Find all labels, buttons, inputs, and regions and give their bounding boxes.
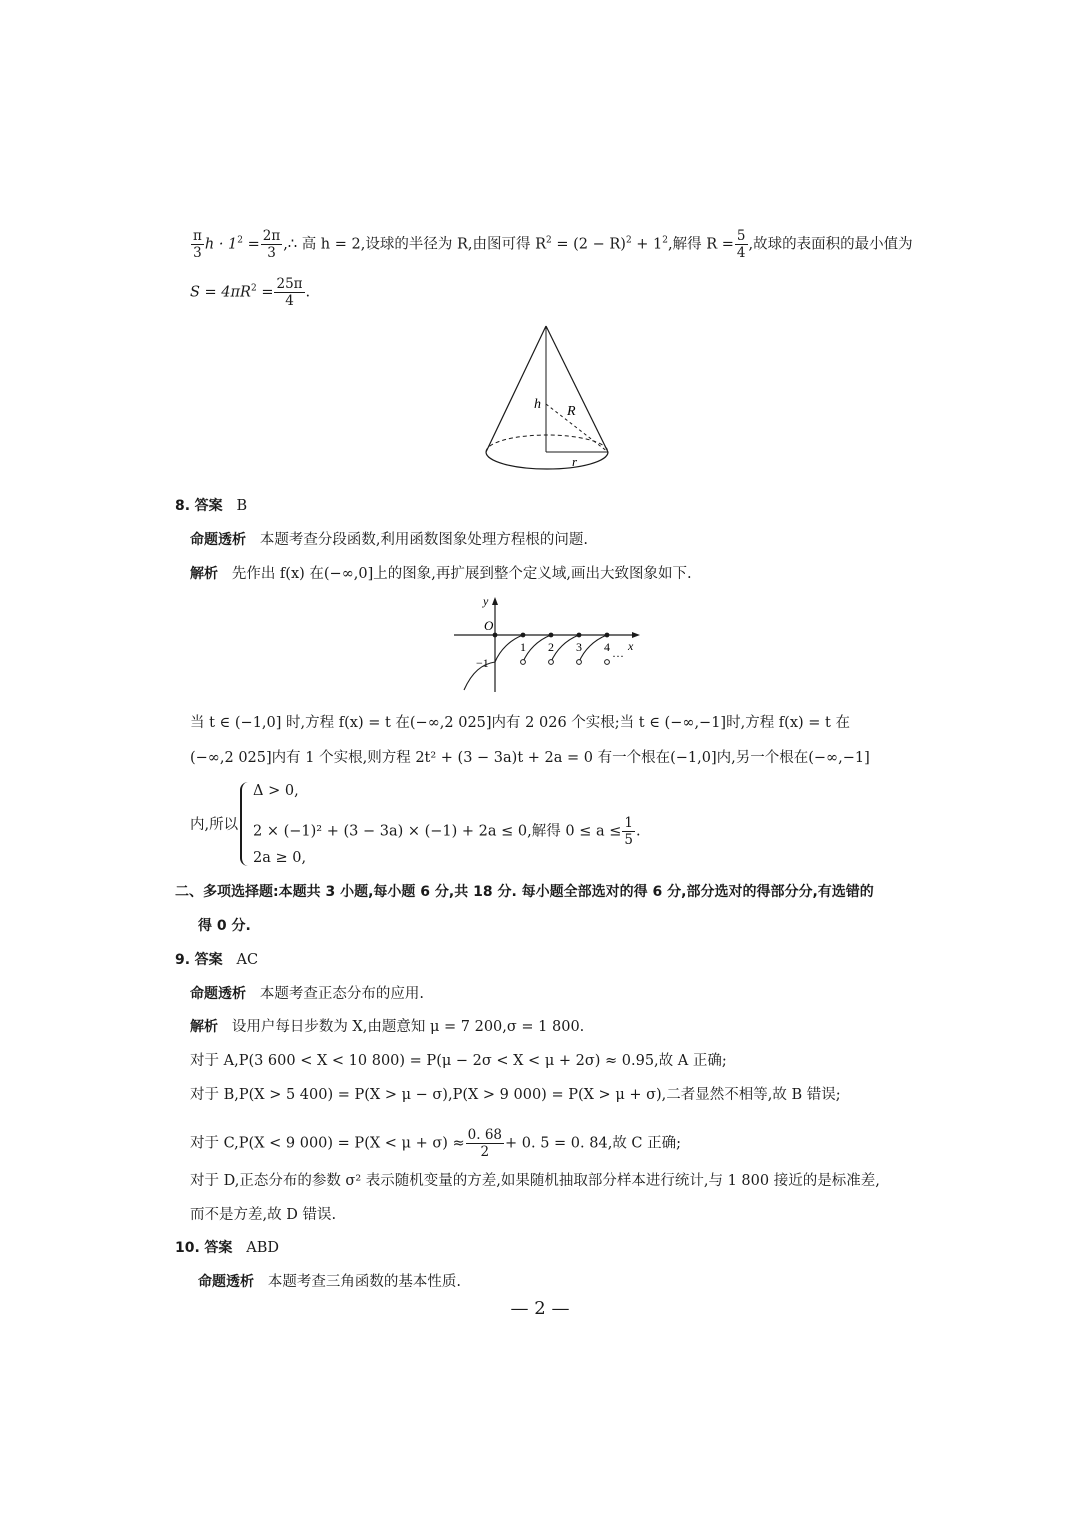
system-brace (240, 782, 252, 866)
fraction-5-over-4: $\frac{5}{4}$ (736, 228, 746, 261)
top-line-1: $\frac{\pi}{3}$ $h \cdot 1^2$ = $\frac{2\pi}{3}$ ,∴ 高 h = 2,设球的半径为 R,由图可得 $R^2 = (2 - R)^2 + 1^2$,解得 R = $\frac{5}{4}$ ,故球的表面积的最小值为 (193, 228, 913, 261)
graph-label-origin: O (484, 618, 494, 633)
q8-system-line-2: 2 × (−1)² + (3 − 3a) × (−1) + 2a ≤ 0,解得 0 ≤ a ≤ $\frac{1}{5}$ . (253, 815, 641, 848)
graph-tick-4: 4 (604, 640, 610, 654)
q9-answer: 9. 答案 AC (175, 952, 259, 968)
cone-label-r: r (572, 454, 578, 469)
q9-option-c: 对于 C,P(X < 9 000) = P(X < μ + σ) ≈ $\frac{0. 68}{2}$ + 0. 5 = 0. 84,故 C 正确; (190, 1127, 682, 1160)
cone-figure (470, 318, 630, 488)
graph-tick-1: 1 (520, 640, 526, 654)
q10-analysis: 命题透析 本题考查三角函数的基本性质. (198, 1274, 461, 1290)
q9-option-d-line-2: 而不是方差,故 D 错误. (190, 1207, 337, 1223)
q9-analysis: 命题透析 本题考查正态分布的应用. (190, 986, 424, 1002)
q8-paragraph-1: 当 t ∈ (−1,0] 时,方程 f(x) = t 在(−∞,2 025]内有 2 026 个实根;当 t ∈ (−∞,−1]时,方程 f(x) = t 在 (190, 715, 850, 731)
q9-option-d-line-1: 对于 D,正态分布的参数 σ² 表示随机变量的方差,如果随机抽取部分样本进行统计,与 1 800 接近的是标准差, (190, 1173, 880, 1189)
fraction-pi-over-3: $\frac{\pi}{3}$ (193, 228, 202, 261)
q9-solution: 解析 设用户每日步数为 X,由题意知 μ = 7 200,σ = 1 800. (190, 1019, 585, 1035)
cone-label-h: h (534, 397, 541, 412)
q8-paragraph-2: (−∞,2 025]内有 1 个实根,则方程 2t² + (3 − 3a)t + 2a = 0 有一个根在(−1,0]内,另一个根在(−∞,−1] (190, 750, 870, 766)
fraction-1-over-5: $\frac{1}{5}$ (624, 815, 633, 848)
graph-label-neg-one: −1 (476, 656, 489, 670)
q9-option-b: 对于 B,P(X > 5 400) = P(X > μ − σ),P(X > 9 000) = P(X > μ + σ),二者显然不相等,故 B 错误; (190, 1087, 841, 1103)
section-2-title-cont: 得 0 分. (198, 918, 251, 934)
top-line-2: $S = 4\pi R^2$ = $\frac{25\pi}{4}$ . (190, 276, 311, 309)
q8-answer: 8. 答案 B (175, 498, 248, 514)
graph-tick-3: 3 (576, 640, 582, 654)
q8-analysis: 命题透析 本题考查分段函数,利用函数图象处理方程根的问题. (190, 532, 589, 548)
graph-label-y: y (483, 594, 489, 608)
q10-answer: 10. 答案 ABD (175, 1240, 280, 1256)
fraction-068-over-2: $\frac{0. 68}{2}$ (467, 1127, 503, 1160)
section-2-title: 二、多项选择题:本题共 3 小题,每小题 6 分,共 18 分. 每小题全部选对的得 6 分,部分选对的得部分分,有选错的 (175, 884, 874, 900)
fraction-2pi-over-3: $\frac{2\pi}{3}$ (262, 228, 281, 261)
q8-system-lead: 内,所以 (190, 817, 239, 833)
page-number: — 2 — (510, 1298, 570, 1319)
graph-ellipsis: ··· (612, 649, 624, 663)
graph-label-x: x (628, 639, 634, 653)
function-graph (450, 592, 650, 696)
graph-tick-2: 2 (548, 640, 554, 654)
q8-system-line-3: 2a ≥ 0, (253, 850, 307, 866)
cone-label-R: R (567, 404, 576, 419)
q8-solution: 解析 先作出 f(x) 在(−∞,0]上的图象,再扩展到整个定义域,画出大致图象如下. (190, 566, 692, 582)
q9-option-a: 对于 A,P(3 600 < X < 10 800) = P(μ − 2σ < X < μ + 2σ) ≈ 0.95,故 A 正确; (190, 1053, 727, 1069)
fraction-25pi-over-4: $\frac{25\pi}{4}$ (276, 276, 303, 309)
q8-system-line-1: Δ > 0, (253, 783, 299, 799)
